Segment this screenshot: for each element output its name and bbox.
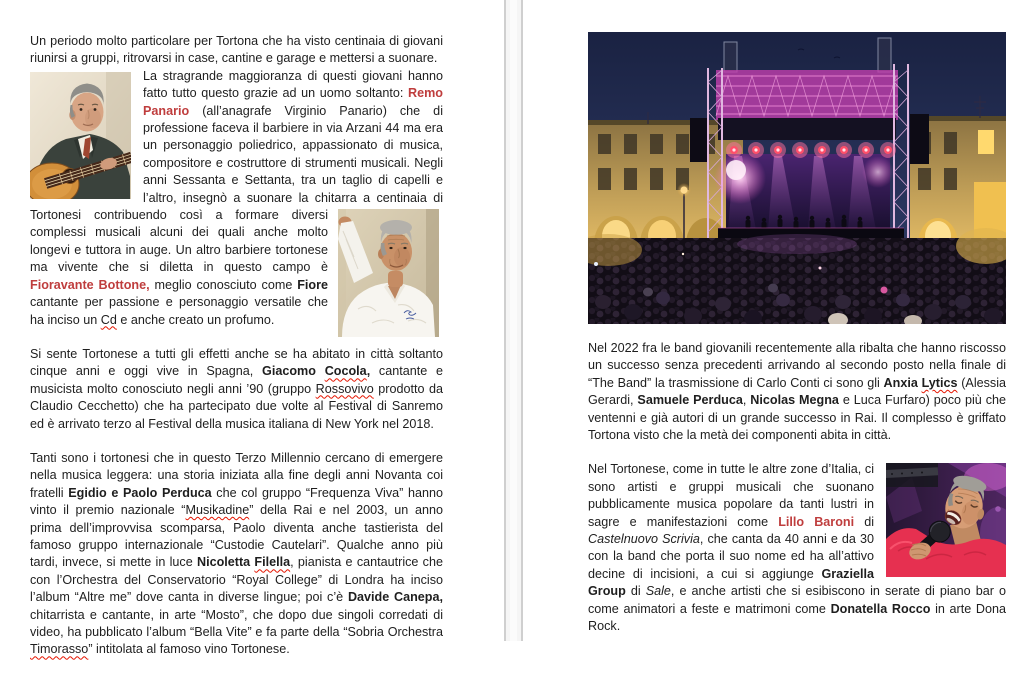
fioravante-bottone-photo: [338, 209, 439, 337]
text-run: Giacomo: [262, 364, 325, 379]
left-page-text-column: [30, 33, 443, 676]
text-run: cantante e musicista molto conosciuto negli anni ’90 (gruppo: [30, 364, 443, 396]
text-run: centinaia di Tortonesi contribuendo così a formare diversi complessi musicali alcuni dei quali anche molto longevi e tuttora in auge. Un altro barbiere tortonese ma vivente che si diletta in questo campo è: [30, 190, 443, 275]
paragraph-giacomo-cocola: [30, 346, 443, 433]
text-run: Timorasso: [30, 642, 89, 657]
text-run: Graziella Group: [588, 566, 874, 599]
text-run: che col gruppo “Frequenza Viva” hanno vinto il premio nazionale “: [30, 485, 444, 518]
text-run: (all’anagrafe Virginio Panario) che di professione faceva il barbiere in via Arzani 44 ma era un personaggio poliedrico, appassionato di musica, compositore e costruttore di strumenti musicali. Negli anni Sessanta e Settanta, tra un taglio di capelli e l’altro, insegnò a suonare la chitarra a: [143, 103, 443, 205]
right-page-text-column: [588, 32, 1006, 653]
text-run: Samuele Perduca: [637, 393, 743, 408]
text-run: chitarrista e cantante, in arte “Mosto”, che dopo due singoli corredati di video, ha pubblicato l’album “Bella Vite” e fa parte della “Sobria Orchestra: [30, 607, 443, 639]
remo-panario-guitar-photo: [30, 72, 131, 199]
text-run: La stragrande maggioranza di questi giovani hanno fatto tutto questo grazie ad un uomo soltanto:: [143, 68, 443, 101]
text-run: ” della Rai e nel 2003, un anno prima dell’improvvisa scomparsa, Paolo diventa anche tastierista del famoso gruppo internazionale “Custodie Cautelari”. Qualche anno più tardi, invece, si mette in luce: [30, 503, 443, 570]
text-run: e anche creato un profumo.: [116, 312, 275, 327]
text-run: cantante per passione e personaggio versatile che ha inciso un: [30, 295, 328, 327]
text-run: Nel Tortonese, come in tutte le altre zone d’Italia, ci sono artisti e gruppi musicali che suonano pubblicamente musica popolare da tanti lustri in sagre e manifestazioni come: [588, 462, 874, 529]
text-run: (Alessia Gerardi,: [588, 375, 1007, 408]
text-run: Lillo Baroni: [778, 514, 855, 529]
text-run: Anxia: [883, 375, 922, 390]
text-run: ,: [742, 393, 751, 408]
page-right: [523, 0, 1024, 641]
paragraph-lillo-baroni: [588, 461, 1006, 635]
text-run: Egidio e Paolo Perduca: [68, 485, 212, 500]
text-run: di: [625, 584, 646, 599]
text-run: Lytics: [921, 375, 958, 390]
page-gutter: [504, 0, 523, 641]
text-run: Remo Panario: [143, 86, 443, 118]
concert-illustration: [588, 32, 1006, 324]
text-run: Fioravante Bottone,: [30, 277, 150, 292]
text-run: ,: [366, 364, 371, 379]
text-run: Nicoletta: [196, 555, 255, 570]
text-run: Sale: [645, 584, 671, 599]
paragraph-remo-panario: [30, 68, 443, 329]
text-run: Nicolas Megna: [750, 393, 839, 408]
page-left: [0, 0, 504, 657]
singer-illustration: [886, 463, 1006, 577]
text-run: Fiore: [297, 277, 328, 292]
text-run: , pianista e cantautrice che con l’Orchestra del Conservatorio “Royal College” di Londra ha inciso l’album “Altre me” dove canta in diverse lingue; poi c’è: [30, 555, 443, 605]
text-run: Musikadine: [185, 503, 250, 518]
text-run: di: [854, 514, 874, 529]
text-run: , che canta da 40 anni e da 30 con la band che porta il suo nome ed ha all’attivo decine di incisioni, a cui si aggiunge: [588, 532, 875, 581]
text-run: Donatella Rocco: [830, 601, 931, 616]
text-run: Un periodo molto particolare per Tortona che ha visto centinaia di giovani riunirsi a gruppi, ritrovarsi in case, cantine e garage e mettersi a suonare.: [30, 34, 443, 66]
text-run: meglio conosciuto come: [149, 277, 298, 292]
text-run: e Luca Furfaro) poco più che ventenni e già autori di un grande successo in Rai. Il complesso è griffato Tortona visto che la metà dei componenti abita in città.: [588, 393, 1007, 443]
text-run: in arte Dona Rock.: [588, 601, 1007, 634]
text-run: Filella: [254, 555, 291, 570]
fioravante-illustration: [338, 209, 439, 337]
paragraph-anxia-lytics: [588, 340, 1006, 444]
text-run: , e anche artisti che si esibiscono in serate di piano bar o come animatori a feste e matrimoni come: [588, 584, 1006, 616]
lillo-baroni-photo: [886, 463, 1006, 577]
text-run: Tanti sono i tortonesi che in questo Terzo Millennio cercano di emergere nella musica leggera: una storia iniziata alla fine degli anni Novanta coi fratelli: [30, 450, 443, 500]
text-run: Rossovivo: [315, 381, 374, 396]
concert-photo: [588, 32, 1006, 324]
paragraph-intro: [30, 33, 443, 68]
text-run: prodotto da Claudio Cecchetto) che ha partecipato due volte al Festival di Sanremo ed è arrivato terzo al Festival della musica italiana di New York nel 2018.: [30, 381, 443, 431]
text-run: Davide Canepa,: [347, 590, 443, 605]
text-run: Cocola: [324, 364, 367, 379]
text-run: Nel 2022 fra le band giovanili recentemente alla ribalta che hanno riscosso un successo senza precedenti arrivando al secondo posto nella finale di “The Band” la trasmissione di Carlo Conti ci sono gli: [588, 341, 1006, 390]
guitarist-illustration: [30, 72, 131, 199]
text-run: ” intitolata al famoso vino Tortonese.: [88, 642, 290, 657]
paragraph-terzo-millennio: [30, 450, 443, 659]
text-run: Si sente Tortonese a tutti gli effetti anche se ha abitato in città soltanto cinque anni e oggi vive in Spagna,: [30, 346, 443, 379]
text-run: Cd: [100, 312, 117, 327]
text-run: Castelnuovo Scrivia: [588, 532, 700, 547]
